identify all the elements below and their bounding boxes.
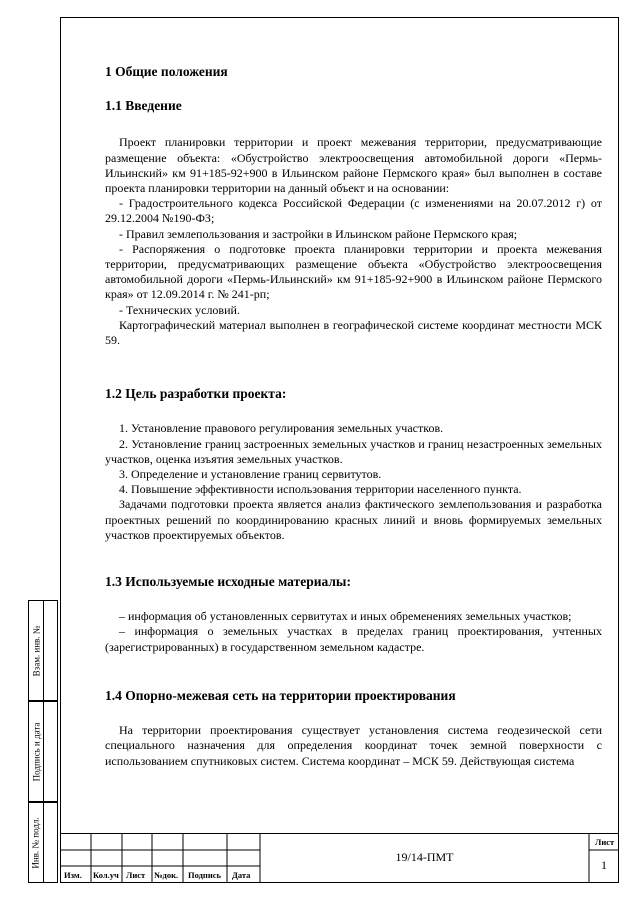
title-block [60,833,619,883]
source-item-1: – информация об установленных сервитутах и иных обременениях земельных участков; [119,609,572,624]
stamp-col-ndok: №док. [154,870,179,880]
side-label-signature-date: Подпись и дата [31,722,41,781]
intro-paragraph: Проект планировки территории и проект межевания территории, предусматривающие размещение объекта: «Обустройство электроосвещения автомобильной дороги «Пермь-Ильинский» км 91+185-92+900 в Ильинском районе Пермского края» был выполнен в составе проекта планировки территории на данный объект и на основании: [105,135,602,196]
side-cell-replacement-inv [28,600,58,701]
stamp-col-kolvo: Кол.уч [93,870,119,880]
sheet-label: Лист [595,837,615,847]
heading-introduction: 1.1 Введение [105,98,182,114]
cartography-paragraph: Картографический материал выполнен в географической системе координат местности МСК 59. [105,317,602,348]
goal-item-3: 3. Определение и установление границ сервитутов. [119,467,382,482]
goal-item-1: 1. Установление правового регулирования земельных участков. [119,421,444,436]
sheet-number: 1 [601,858,607,872]
heading-survey-network: 1.4 Опорно-межевая сеть на территории проектирования [105,687,456,703]
goal-item-2: 2. Установление границ застроенных земельных участков и границ незастроенных земельных участков, оценка изъятия земельных участков. [105,436,602,466]
basis-item-3: - Распоряжения о подготовке проекта планировки территории и проекта межевания территории, предусматривающих размещение объекта «Обустройство электроосвещения автомобильной дороги «Пермь-Ильинский» км 91+185-92+900 в Ильинском районе Пермского края» от 12.09.2014 г. № 241-рп; [105,241,602,302]
heading-source-materials: 1.3 Используемые исходные материалы: [105,574,351,590]
stamp-col-list: Лист [126,870,146,880]
side-cell-original-inv [28,802,58,883]
side-cell-signature-date [28,701,58,802]
side-label-replacement-inv: Взам. инв. № [31,625,41,676]
goal-item-4: 4. Повышение эффективности использования территории населенного пункта. [119,482,522,497]
document-body [105,64,602,769]
heading-goals: 1.2 Цель разработки проекта: [105,386,287,402]
basis-item-1: - Градостроительного кодекса Российской Федерации (с изменениями на 20.07.2012 г) от 29.12.2004 №190-ФЗ; [105,196,602,226]
document-code: 19/14-ПМТ [395,850,454,864]
basis-item-2: - Правил землепользования и застройки в Ильинском районе Пермского края; [119,226,518,241]
stamp-col-data: Дата [232,870,251,880]
tasks-paragraph: Задачами подготовки проекта является анализ фактического землепользования и разработка проектных решений по координированию красных линий и вновь формируемых земельных участков проектируемых объектов. [105,497,602,542]
stamp-col-podpis: Подпись [188,870,221,880]
source-item-2: – информация о земельных участках в пределах границ проектирования, учтенных (зарегистрированных) в государственном земельном кадастре. [105,624,602,654]
stamp-col-izm: Изм. [64,870,82,880]
side-label-original-inv: Инв. № подл. [31,816,41,869]
basis-item-4: - Технических условий. [119,302,240,317]
survey-paragraph: На территории проектирования существует установления система геодезической сети специального назначения для определения координат точек земной поверхности с использованием спутниковых систем. Система координат – МСК 59. Действующая система [105,723,602,768]
heading-general: 1 Общие положения [105,64,228,79]
